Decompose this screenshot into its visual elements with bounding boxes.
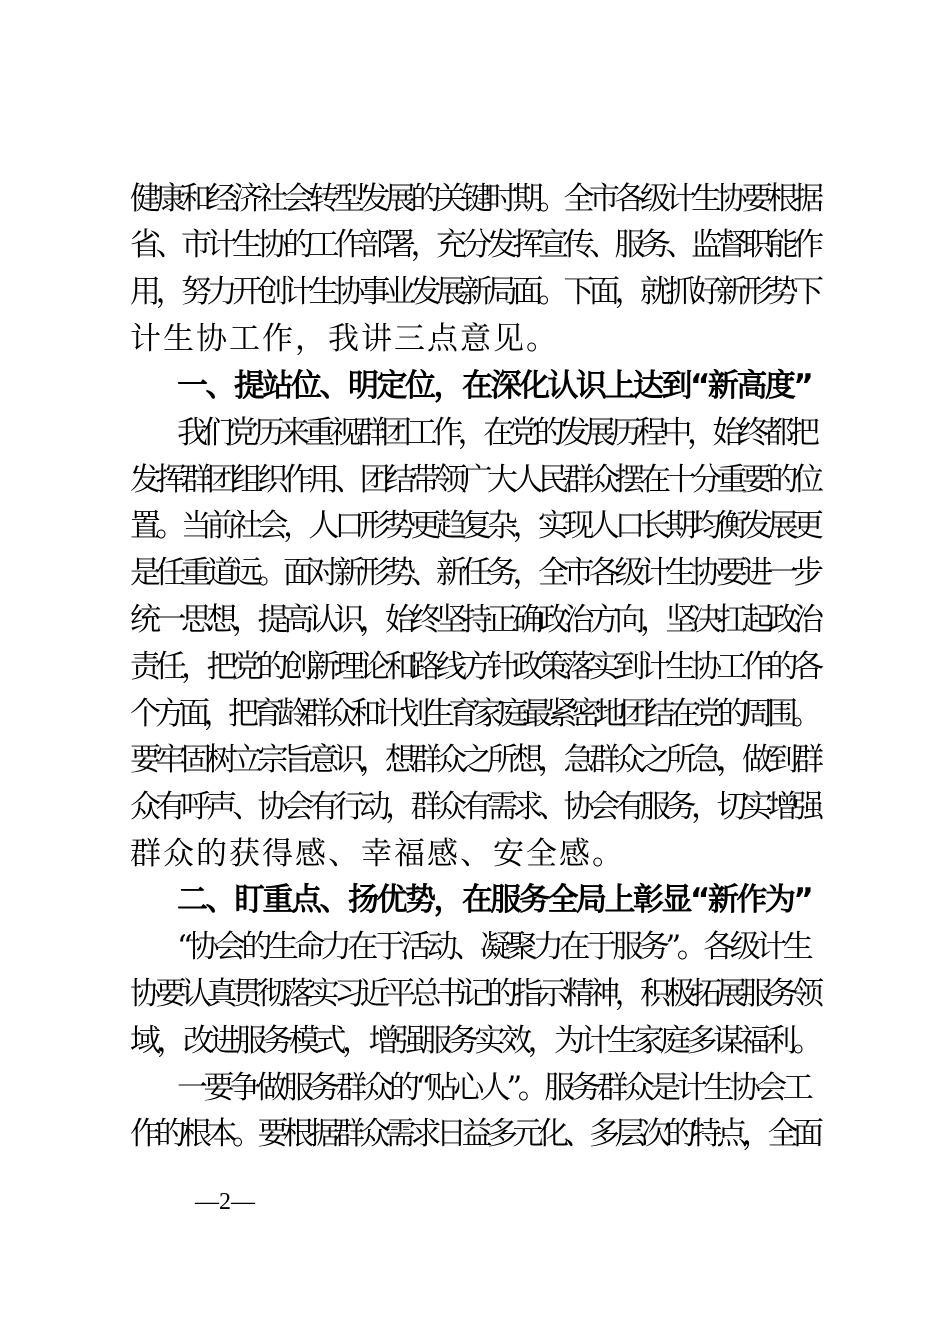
paragraph-line: 我们党历来重视群团工作，在党的发展历程中，始终都把: [177, 415, 815, 451]
paragraph-line: 统一思想，提高认识，始终坚持正确政治方向，坚决扛起政治: [130, 602, 819, 638]
paragraph-line: 用，努力开创计生协事业发展新局面。下面，就抓好新形势下: [130, 274, 819, 310]
paragraph-line: 协要认真贯彻落实习近平总书记的指示精神，积极拓展服务领: [130, 976, 819, 1012]
section-heading-1: 一、提站位、明定位，在深化认识上达到“新高度”: [177, 368, 812, 404]
page-number: —2—: [195, 1189, 255, 1215]
paragraph-line: 发挥群团组织作用、团结带领广大人民群众摆在十分重要的位: [130, 462, 819, 498]
paragraph-line: 群众的获得感、幸福感、安全感。: [130, 836, 625, 872]
paragraph-line: 一要争做服务群众的“贴心人”。服务群众是计生协会工: [177, 1070, 810, 1106]
paragraph-line: 域，改进服务模式，增强服务实效，为计生家庭多谋福利。: [130, 1023, 819, 1059]
paragraph-line: 作的根本。要根据群众需求日益多元化、多层次的特点，全面: [130, 1116, 819, 1152]
paragraph-line: 个方面，把育龄群众和计划生育家庭最紧密地团结在党的周围。: [130, 696, 816, 732]
paragraph-line: “协会的生命力在于活动、凝聚力在于服务”。各级计生: [177, 929, 810, 965]
paragraph-line: 要牢固树立宗旨意识，想群众之所想，急群众之所急，做到群: [130, 742, 819, 778]
section-heading-2: 二、盯重点、扬优势，在服务全局上彰显“新作为”: [177, 882, 812, 918]
paragraph-line: 是任重道远。面对新形势、新任务，全市各级计生协要进一步: [130, 555, 819, 591]
paragraph-line: 健康和经济社会转型发展的关键时期。全市各级计生协要根据: [130, 181, 819, 217]
paragraph-line: 置。当前社会，人口形势更趋复杂，实现人口长期均衡发展更: [130, 508, 819, 544]
paragraph-line: 责任，把党的创新理论和路线方针政策落实到计生协工作的各: [130, 649, 819, 685]
paragraph-line: 计生协工作，我讲三点意见。: [130, 321, 559, 357]
paragraph-line: 众有呼声、协会有行动，群众有需求、协会有服务，切实增强: [130, 789, 819, 825]
paragraph-line: 省、市计生协的工作部署，充分发挥宣传、服务、监督职能作: [130, 227, 819, 263]
